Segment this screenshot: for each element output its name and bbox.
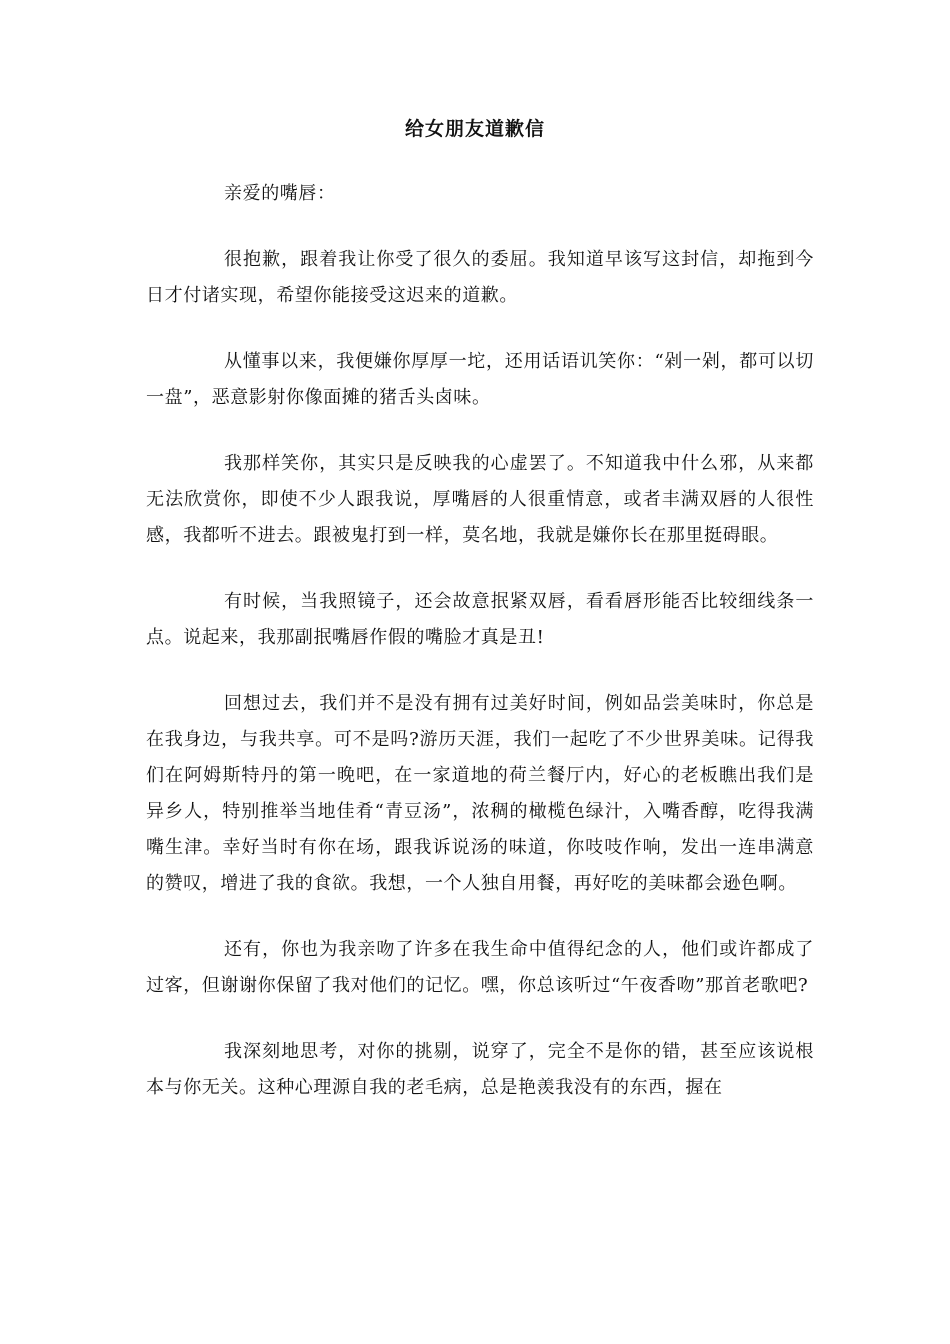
paragraph: 回想过去，我们并不是没有拥有过美好时间，例如品尝美味时，你总是在我身边，与我共享。可不是吗?游历天涯，我们一起吃了不少世界美味。记得我们在阿姆斯特丹的第一晚吧，在一家道地的荷兰餐厅内，好心的老板瞧出我们是异乡人，特别推举当地佳肴“青豆汤”，浓稠的橄榄色绿汁，入嘴香醇，吃得我满嘴生津。幸好当时有你在场，跟我诉说汤的味道，你吱吱作响，发出一连串满意的赞叹，增进了我的食欲。我想，一个人独自用餐，再好吃的美味都会逊色啊。 bbox=[146, 693, 814, 894]
paragraph: 很抱歉，跟着我让你受了很久的委屈。我知道早该写这封信，却拖到今日才付诸实现，希望你能接受这迟来的道歉。 bbox=[146, 249, 814, 306]
paragraph: 我深刻地思考，对你的挑剔，说穿了，完全不是你的错，甚至应该说根本与你无关。这种心理源自我的老毛病，总是艳羡我没有的东西，握在 bbox=[146, 1041, 814, 1098]
paragraph: 我那样笑你，其实只是反映我的心虚罢了。不知道我中什么邪，从来都无法欣赏你，即使不少人跟我说，厚嘴唇的人很重情意，或者丰满双唇的人很性感，我都听不进去。跟被鬼打到一样，莫名地，我就是嫌你长在那里挺碍眼。 bbox=[146, 453, 814, 546]
paragraph: 还有，你也为我亲吻了许多在我生命中值得纪念的人，他们或许都成了过客，但谢谢你保留了我对他们的记忆。嘿，你总该听过“午夜香吻”那首老歌吧? bbox=[146, 939, 814, 996]
letter-title: 给女朋友道歉信 bbox=[404, 118, 545, 140]
paragraph: 从懂事以来，我便嫌你厚厚一坨，还用话语讥笑你：“剁一剁，都可以切一盘”，恶意影射你像面摊的猪舌头卤味。 bbox=[146, 351, 814, 408]
letter-body bbox=[146, 176, 814, 1136]
paragraph: 有时候，当我照镜子，还会故意抿紧双唇，看看唇形能否比较细线条一点。说起来，我那副抿嘴唇作假的嘴脸才真是丑! bbox=[146, 591, 814, 648]
salutation: 亲爱的嘴唇： bbox=[224, 183, 336, 204]
